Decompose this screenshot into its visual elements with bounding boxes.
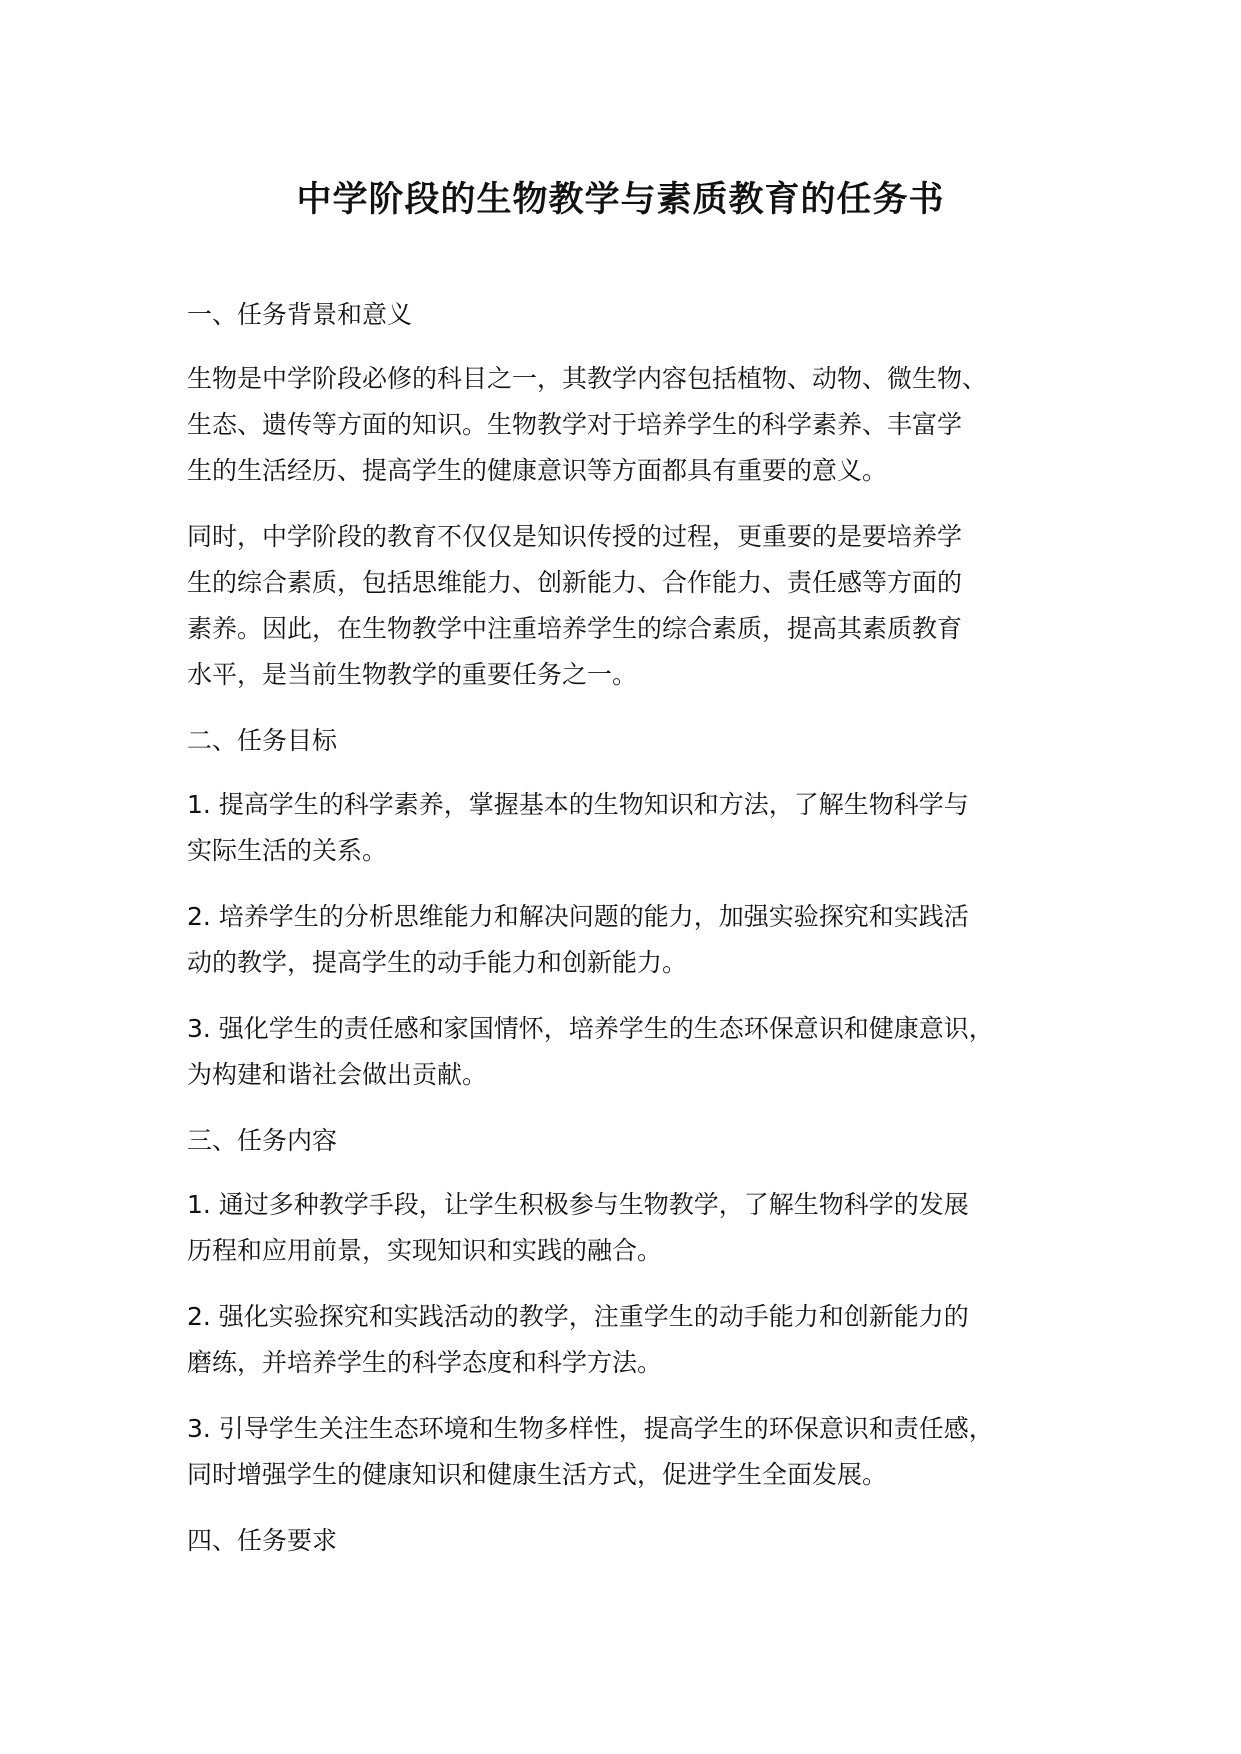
document-body	[187, 292, 1087, 1582]
list-item-goal-3	[187, 1006, 1087, 1098]
document-title: 中学阶段的生物教学与素质教育的任务书	[296, 180, 945, 220]
list-item-line: 为构建和谐社会做出贡献。	[187, 1060, 488, 1089]
list-item-line: 磨练，并培养学生的科学态度和科学方法。	[187, 1348, 663, 1377]
section-heading-requirements: 四、任务要求	[187, 1526, 338, 1555]
section-heading-background: 一、任务背景和意义	[187, 300, 413, 329]
list-item-goal-1	[187, 782, 1087, 874]
list-item-line: 同时增强学生的健康知识和健康生活方式，促进学生全面发展。	[187, 1460, 888, 1489]
paragraph-background-1	[187, 356, 1087, 494]
paragraph-line: 水平，是当前生物教学的重要任务之一。	[187, 660, 638, 689]
list-item-line: 历程和应用前景，实现知识和实践的融合。	[187, 1236, 663, 1265]
paragraph-line: 生的生活经历、提高学生的健康意识等方面都具有重要的意义。	[187, 456, 888, 485]
list-item-line: 3. 引导学生关注生态环境和生物多样性，提高学生的环保意识和责任感，	[187, 1414, 994, 1443]
section-heading-goals: 二、任务目标	[187, 726, 338, 755]
list-item-line: 动的教学，提高学生的动手能力和创新能力。	[187, 948, 688, 977]
list-item-line: 2. 培养学生的分析思维能力和解决问题的能力，加强实验探究和实践活	[187, 902, 969, 931]
section-heading-content: 三、任务内容	[187, 1126, 338, 1155]
list-item-line: 实际生活的关系。	[187, 836, 388, 865]
paragraph-line: 生物是中学阶段必修的科目之一，其教学内容包括植物、动物、微生物、	[187, 364, 988, 393]
paragraph-line: 素养。因此，在生物教学中注重培养学生的综合素质，提高其素质教育	[187, 614, 963, 643]
paragraph-background-2	[187, 514, 1087, 698]
list-item-line: 1. 通过多种教学手段，让学生积极参与生物教学，了解生物科学的发展	[187, 1190, 969, 1219]
list-item-content-2	[187, 1294, 1087, 1386]
paragraph-line: 同时，中学阶段的教育不仅仅是知识传授的过程，更重要的是要培养学	[187, 522, 963, 551]
list-item-content-3	[187, 1406, 1087, 1498]
list-item-content-1	[187, 1182, 1087, 1274]
paragraph-line: 生态、遗传等方面的知识。生物教学对于培养学生的科学素养、丰富学	[187, 410, 963, 439]
list-item-line: 2. 强化实验探究和实践活动的教学，注重学生的动手能力和创新能力的	[187, 1302, 969, 1331]
list-item-goal-2	[187, 894, 1087, 986]
paragraph-line: 生的综合素质，包括思维能力、创新能力、合作能力、责任感等方面的	[187, 568, 963, 597]
list-item-line: 1. 提高学生的科学素养，掌握基本的生物知识和方法，了解生物科学与	[187, 790, 969, 819]
list-item-line: 3. 强化学生的责任感和家国情怀，培养学生的生态环保意识和健康意识，	[187, 1014, 994, 1043]
